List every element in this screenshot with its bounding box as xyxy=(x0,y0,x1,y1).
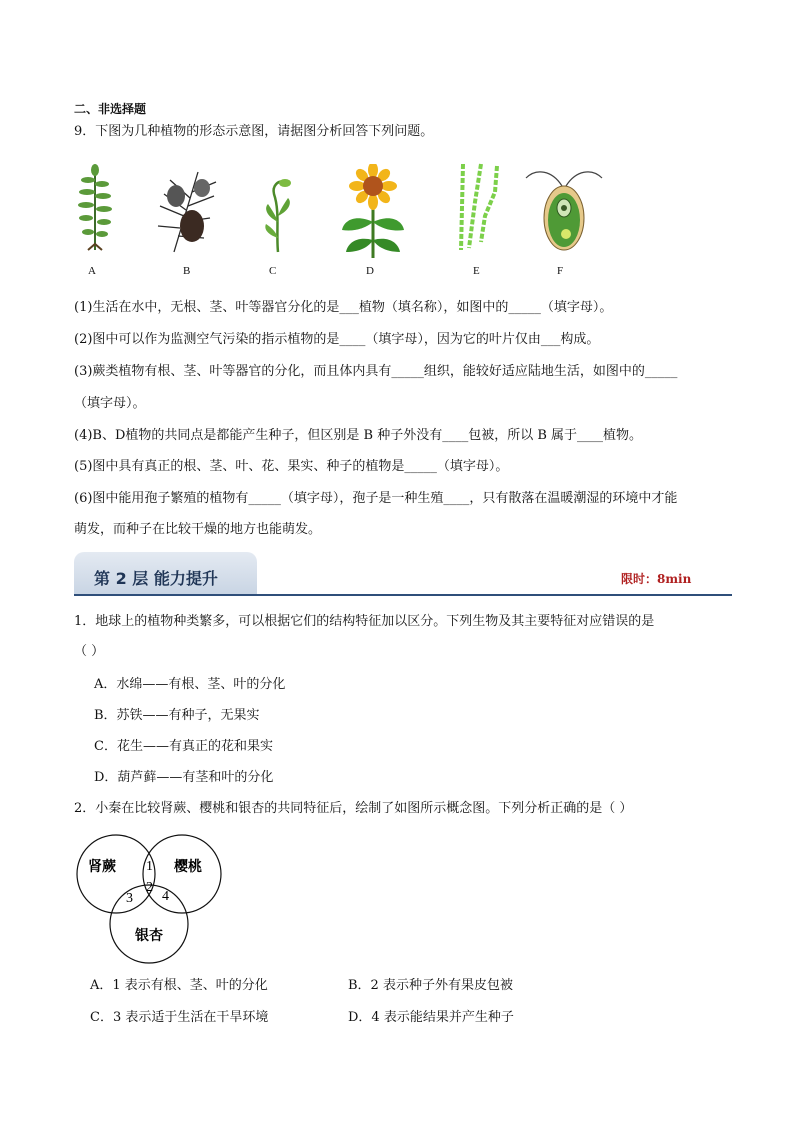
q9-part-6: (6)图中能用孢子繁殖的植物有_____（填字母），孢子是一种生殖____，只有散落在温暖潮湿的环境中才能 xyxy=(74,491,678,506)
chlamydomonas-image xyxy=(522,164,606,256)
q2-option-b[interactable]: B．2 表示种子外有果皮包被 xyxy=(348,978,513,993)
q1-answer-paren: （ ） xyxy=(74,644,105,659)
venn-circle-yinxing xyxy=(110,885,188,963)
q9-part-5: (5)图中具有真正的根、茎、叶、花、果实、种子的植物是_____（填字母）。 xyxy=(74,459,509,474)
banner-divider xyxy=(74,594,732,596)
venn-region-2: 2 xyxy=(146,880,153,895)
q9-part-3: (3)蕨类植物有根、茎、叶等器官的分化，而且体内具有_____组织，能较好适应陆地生活，如图中的_____ xyxy=(74,364,678,379)
q1-option-a[interactable]: A．水绵——有根、茎、叶的分化 xyxy=(94,677,286,692)
spirogyra-filament-image xyxy=(455,162,501,254)
q2-option-a[interactable]: A．1 表示有根、茎、叶的分化 xyxy=(90,978,268,993)
q9-part-2: (2)图中可以作为监测空气污染的指示植物的是____（填字母），因为它的叶片仅由___构成。 xyxy=(74,332,600,347)
venn-region-3: 3 xyxy=(126,891,133,906)
q9-part-6-cont: 萌发，而种子在比较干燥的地方也能萌发。 xyxy=(74,522,322,537)
pine-branch-image xyxy=(154,166,222,254)
venn-region-4: 4 xyxy=(162,889,169,904)
q2-option-c[interactable]: C．3 表示适于生活在干旱环境 xyxy=(90,1010,269,1025)
q9-part-1: (1)生活在水中，无根、茎、叶等器官分化的是___植物（填名称），如图中的_____（填字母）。 xyxy=(74,300,613,315)
section-heading: 二、非选择题 xyxy=(74,102,147,116)
level-banner-title: 第 2 层 能力提升 xyxy=(94,569,218,588)
q9-stem: 9．下图为几种植物的形态示意图，请据图分析回答下列问题。 xyxy=(74,124,434,139)
figure-label-b: B xyxy=(183,265,191,277)
q9-part-4: (4)B、D植物的共同点是都能产生种子，但区别是 B 种子外没有____包被，所以 B 属于____植物。 xyxy=(74,428,643,443)
venn-diagram xyxy=(74,828,234,968)
q1-option-c[interactable]: C．花生——有真正的花和果实 xyxy=(94,739,273,754)
q1-stem: 1．地球上的植物种类繁多，可以根据它们的结构特征加以区分。下列生物及其主要特征对应错误的是 xyxy=(74,614,655,629)
time-limit: 限时：8min xyxy=(621,572,692,586)
q2-option-d[interactable]: D．4 表示能结果并产生种子 xyxy=(348,1010,514,1025)
venn-region-1: 1 xyxy=(146,859,153,874)
q1-option-b[interactable]: B．苏铁——有种子，无果实 xyxy=(94,708,260,723)
venn-set-shenjue: 肾蕨 xyxy=(88,859,116,875)
fern-plant-image xyxy=(78,160,112,252)
venn-set-yingtao: 樱桃 xyxy=(174,859,202,875)
figure-label-d: D xyxy=(366,265,374,277)
figure-label-f: F xyxy=(557,265,564,277)
q9-part-3-cont: （填字母）。 xyxy=(74,396,146,411)
figure-label-c: C xyxy=(269,265,277,277)
venn-set-yinxing: 银杏 xyxy=(135,928,163,944)
q1-option-d[interactable]: D．葫芦藓——有茎和叶的分化 xyxy=(94,770,274,785)
q2-stem: 2．小秦在比较肾蕨、樱桃和银杏的共同特征后，绘制了如图所示概念图。下列分析正确的是（ ） xyxy=(74,801,633,816)
seedling-image xyxy=(260,172,296,254)
figure-label-a: A xyxy=(88,265,96,277)
sunflower-image xyxy=(338,164,408,260)
figure-label-e: E xyxy=(473,265,480,277)
